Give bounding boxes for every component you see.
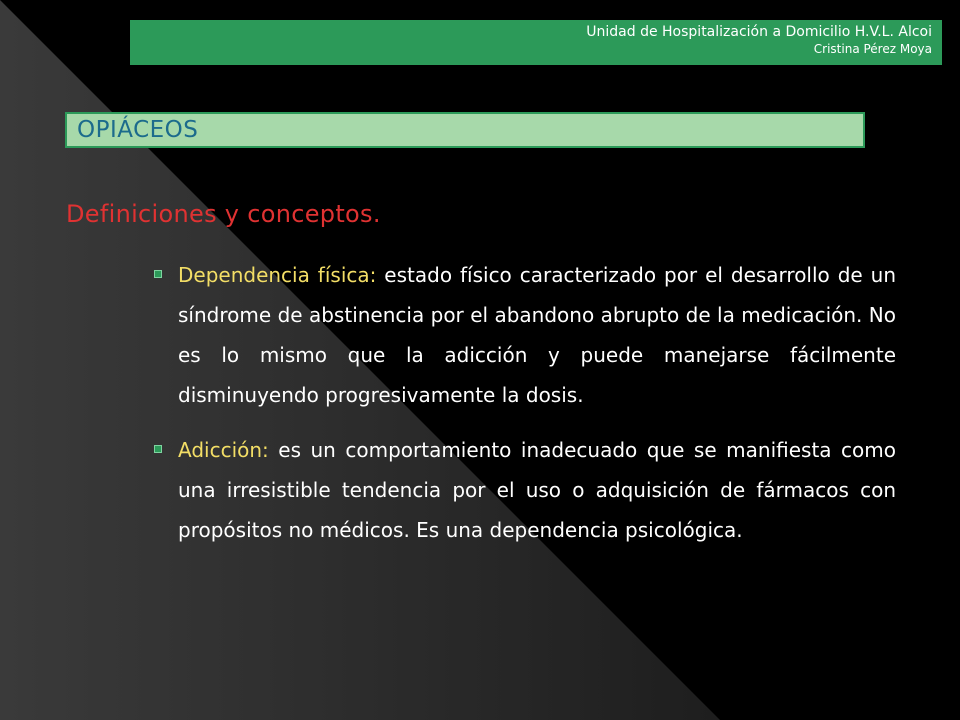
bullet-text: es un comportamiento inadecuado que se manifiesta como una irresistible tendencia por el uso o adquisición de fármacos con propósitos no médicos. Es una dependencia psicológica. xyxy=(178,438,896,542)
bullet-term: Adicción: xyxy=(178,438,269,462)
title-bar xyxy=(65,112,865,148)
bullet-term: Dependencia física: xyxy=(178,263,377,287)
header-organization: Unidad de Hospitalización a Domicilio H.V.L. Alcoi xyxy=(586,24,932,40)
page-title: OPIÁCEOS xyxy=(77,117,199,143)
bullet-list xyxy=(150,255,896,565)
header-author: Cristina Pérez Moya xyxy=(813,42,932,56)
list-item xyxy=(150,255,896,415)
section-heading: Definiciones y conceptos. xyxy=(66,200,381,228)
bullet-icon xyxy=(154,445,162,453)
header-banner xyxy=(130,20,942,65)
bullet-text: estado físico caracterizado por el desarrollo de un síndrome de abstinencia por el abandono abrupto de la medicación. No es lo mismo que la adicción y puede manejarse fácilmente disminuyendo progresivamente la dosis. xyxy=(178,263,896,407)
list-item xyxy=(150,430,896,550)
bullet-icon xyxy=(154,270,162,278)
